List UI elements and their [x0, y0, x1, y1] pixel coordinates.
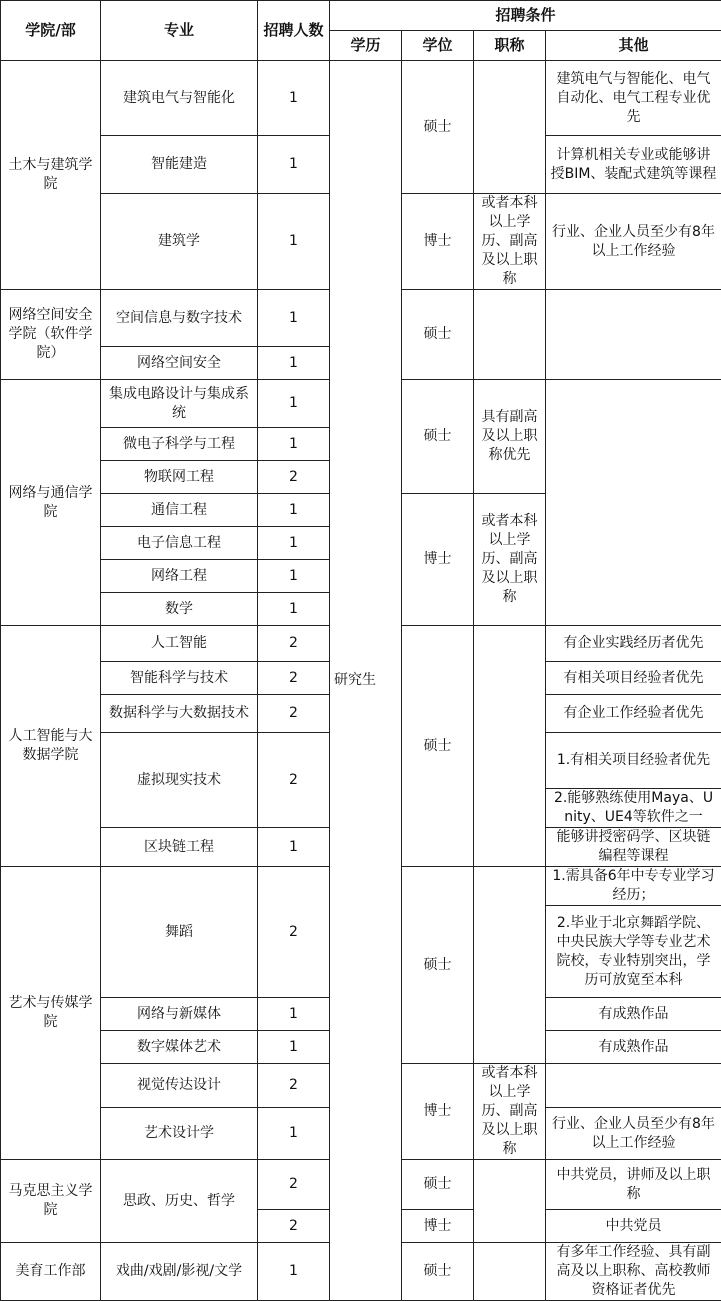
other-cell: 建筑电气与智能化、电气自动化、电气工程专业优先 — [546, 61, 721, 136]
major-cell: 建筑电气与智能化 — [101, 61, 258, 136]
other-cell: 行业、企业人员至少有8年以上工作经验 — [546, 194, 721, 290]
major-cell: 空间信息与数字技术 — [101, 290, 258, 347]
major-cell: 智能科学与技术 — [101, 662, 258, 695]
other-cell: 2.能够熟练使用Maya、Unity、UE4等软件之一 — [546, 789, 721, 828]
header-education: 学历 — [330, 31, 402, 61]
count-cell: 1 — [258, 290, 330, 347]
title-cell — [474, 1160, 546, 1243]
count-cell: 1 — [258, 593, 330, 626]
count-cell: 1 — [258, 380, 330, 428]
count-cell: 2 — [258, 1160, 330, 1210]
major-cell: 通信工程 — [101, 494, 258, 527]
count-cell: 1 — [258, 998, 330, 1031]
major-cell: 微电子科学与工程 — [101, 428, 258, 461]
title-cell — [474, 290, 546, 380]
count-cell: 1 — [258, 136, 330, 194]
title-cell — [474, 61, 546, 194]
title-cell: 或者本科以上学历、副高及以上职称 — [474, 494, 546, 626]
major-cell: 网络与新媒体 — [101, 998, 258, 1031]
major-cell: 集成电路设计与集成系统 — [101, 380, 258, 428]
other-cell — [546, 380, 721, 626]
title-cell — [474, 1243, 546, 1301]
count-cell: 1 — [258, 347, 330, 380]
degree-cell: 硕士 — [402, 61, 474, 194]
other-cell — [546, 290, 721, 380]
title-cell — [474, 626, 546, 867]
other-cell: 有企业实践经历者优先 — [546, 626, 721, 662]
count-cell: 1 — [258, 494, 330, 527]
title-cell: 或者本科以上学历、副高及以上职称 — [474, 194, 546, 290]
major-cell: 人工智能 — [101, 626, 258, 662]
other-cell: 行业、企业人员至少有8年以上工作经验 — [546, 1108, 721, 1160]
count-cell: 1 — [258, 61, 330, 136]
other-cell: 计算机相关专业或能够讲授BIM、装配式建筑等课程 — [546, 136, 721, 194]
degree-cell: 博士 — [402, 194, 474, 290]
major-cell: 艺术设计学 — [101, 1108, 258, 1160]
header-college: 学院/部 — [1, 1, 101, 61]
count-cell: 2 — [258, 867, 330, 998]
header-other: 其他 — [546, 31, 721, 61]
count-cell: 1 — [258, 1243, 330, 1301]
major-cell: 数据科学与大数据技术 — [101, 695, 258, 733]
other-cell: 有多年工作经验、具有副高及以上职称、高校教师资格证者优先 — [546, 1243, 721, 1301]
other-cell: 能够讲授密码学、区块链编程等课程 — [546, 828, 721, 867]
title-cell: 或者本科以上学历、副高及以上职称 — [474, 1064, 546, 1160]
title-cell: 具有副高及以上职称优先 — [474, 380, 546, 494]
other-cell: 中共党员 — [546, 1210, 721, 1243]
degree-cell: 硕士 — [402, 1160, 474, 1210]
education-cell: 研究生 — [330, 61, 402, 1301]
count-cell: 2 — [258, 662, 330, 695]
count-cell: 1 — [258, 1031, 330, 1064]
count-cell: 1 — [258, 194, 330, 290]
college-cell: 土木与建筑学院 — [1, 61, 101, 290]
major-cell: 视觉传达设计 — [101, 1064, 258, 1108]
degree-cell: 博士 — [402, 1210, 474, 1243]
count-cell: 1 — [258, 828, 330, 867]
count-cell: 1 — [258, 1108, 330, 1160]
degree-cell: 博士 — [402, 1064, 474, 1160]
degree-cell: 硕士 — [402, 380, 474, 494]
major-cell: 舞蹈 — [101, 867, 258, 998]
count-cell: 2 — [258, 733, 330, 828]
major-cell: 数学 — [101, 593, 258, 626]
title-cell — [474, 867, 546, 1064]
college-cell: 人工智能与大数据学院 — [1, 626, 101, 867]
other-cell: 中共党员，讲师及以上职称 — [546, 1160, 721, 1210]
other-cell: 有成熟作品 — [546, 998, 721, 1031]
other-cell: 1.需具备6年中专专业学习经历； — [546, 867, 721, 906]
count-cell: 1 — [258, 527, 330, 560]
header-conditions: 招聘条件 — [330, 1, 721, 31]
major-cell: 区块链工程 — [101, 828, 258, 867]
other-cell: 2.毕业于北京舞蹈学院、中央民族大学等专业艺术院校，专业特别突出，学历可放宽至本科 — [546, 906, 721, 998]
count-cell: 2 — [258, 1210, 330, 1243]
header-title: 职称 — [474, 31, 546, 61]
count-cell: 2 — [258, 461, 330, 494]
college-cell: 网络空间安全学院（软件学院） — [1, 290, 101, 380]
major-cell: 建筑学 — [101, 194, 258, 290]
other-cell — [546, 1064, 721, 1108]
major-cell: 电子信息工程 — [101, 527, 258, 560]
major-cell: 网络工程 — [101, 560, 258, 593]
count-cell: 1 — [258, 560, 330, 593]
college-cell: 美育工作部 — [1, 1243, 101, 1301]
major-cell: 虚拟现实技术 — [101, 733, 258, 828]
major-cell: 物联网工程 — [101, 461, 258, 494]
count-cell: 2 — [258, 626, 330, 662]
major-cell: 网络空间安全 — [101, 347, 258, 380]
major-cell: 思政、历史、哲学 — [101, 1160, 258, 1243]
other-cell: 有企业工作经验者优先 — [546, 695, 721, 733]
degree-cell: 硕士 — [402, 290, 474, 380]
header-major: 专业 — [101, 1, 258, 61]
other-cell: 1.有相关项目经验者优先 — [546, 733, 721, 789]
header-degree: 学位 — [402, 31, 474, 61]
major-cell: 智能建造 — [101, 136, 258, 194]
degree-cell: 硕士 — [402, 626, 474, 867]
major-cell: 戏曲/戏剧/影视/文学 — [101, 1243, 258, 1301]
other-cell: 有成熟作品 — [546, 1031, 721, 1064]
count-cell: 2 — [258, 1064, 330, 1108]
college-cell: 马克思主义学院 — [1, 1160, 101, 1243]
degree-cell: 硕士 — [402, 867, 474, 1064]
count-cell: 1 — [258, 428, 330, 461]
other-cell: 有相关项目经验者优先 — [546, 662, 721, 695]
college-cell: 艺术与传媒学院 — [1, 867, 101, 1160]
degree-cell: 博士 — [402, 494, 474, 626]
college-cell: 网络与通信学院 — [1, 380, 101, 626]
degree-cell: 硕士 — [402, 1243, 474, 1301]
major-cell: 数字媒体艺术 — [101, 1031, 258, 1064]
header-count: 招聘人数 — [258, 1, 330, 61]
count-cell: 2 — [258, 695, 330, 733]
